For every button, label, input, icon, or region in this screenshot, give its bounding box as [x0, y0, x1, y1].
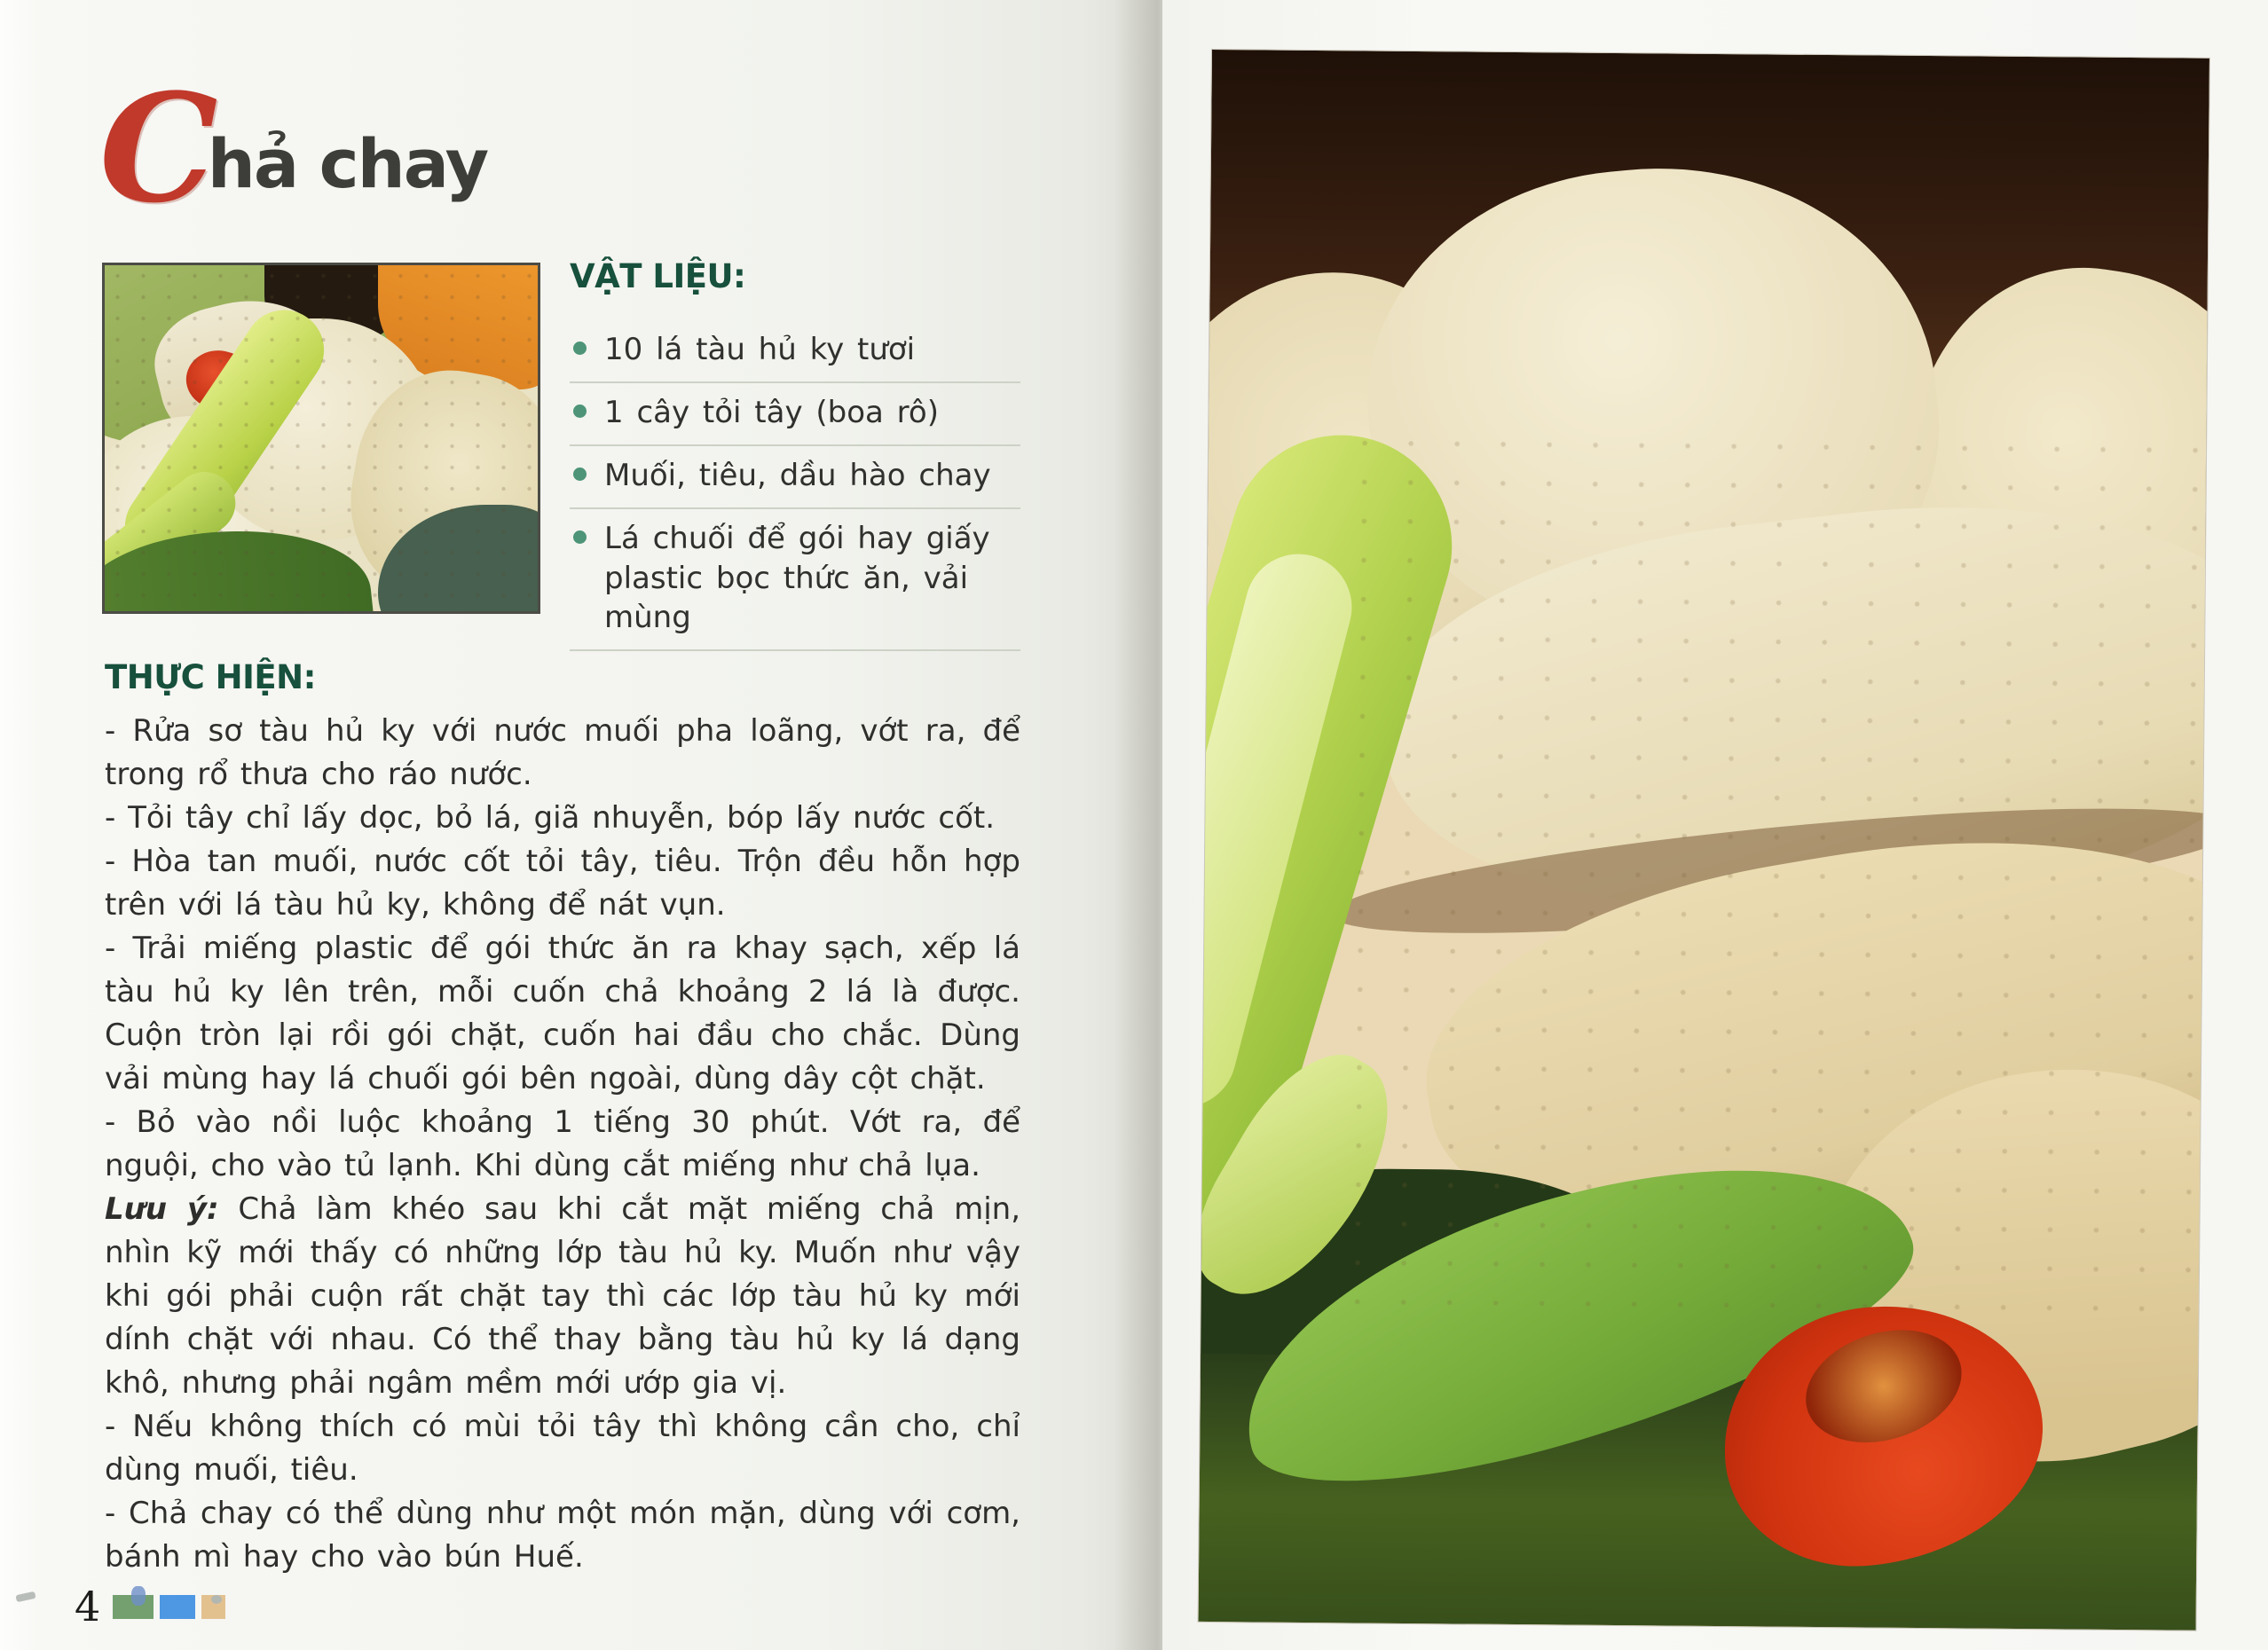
instruction-step: - Trải miếng plastic để gói thức ăn ra khay sạch, xếp lá tàu hủ ky lên trên, mỗi cuốn chả khoảng 2 lá là được. Cuộn tròn lại rồi gói chặt, cuốn hai đầu cho chắc. Dùng vải mùng hay lá chuối gói bên ngoài, dùng dây cột chặt. [105, 931, 1020, 1096]
instruction-step: - Bỏ vào nồi luộc khoảng 1 tiếng 30 phút. Vớt ra, để nguội, cho vào tủ lạnh. Khi dùng cắt miếng như chả lụa. [105, 1104, 1020, 1183]
bullet-dot-icon [573, 405, 587, 418]
ingredient-item [570, 509, 1020, 652]
ingredient-text: Muối, tiêu, dầu hào chay [604, 457, 991, 493]
ingredient-text: 10 lá tàu hủ ky tươi [604, 332, 916, 367]
scan-artifact [131, 1586, 146, 1606]
instruction-step: - Nếu không thích có mùi tỏi tây thì không cần cho, chỉ dùng muối, tiêu. [105, 1409, 1020, 1488]
dish-full-page-photo [1199, 50, 2209, 1630]
thumb-pepper-speckles [105, 265, 538, 611]
note-text: Chả làm khéo sau khi cắt mặt miếng chả mịn, nhìn kỹ mới thấy có những lớp tàu hủ ky. Muốn như vậy khi gói phải cuộn rất chặt tay thì các lớp tàu hủ ky mới dính chặt với nhau. Có thể thay bằng tàu hủ ky lá dạng khô, nhưng phải ngâm mềm mới ướp gia vị. [105, 1191, 1021, 1401]
instruction-note [105, 1188, 1020, 1405]
bullet-dot-icon [573, 530, 587, 544]
title-drop-cap: C [99, 60, 218, 236]
recipe-title [99, 60, 488, 236]
bullet-dot-icon [573, 342, 587, 355]
instruction-step: - Hòa tan muối, nước cốt tỏi tây, tiêu. Trộn đều hỗn hợp trên với lá tàu hủ ky, không để nát vụn. [105, 844, 1020, 923]
footer-color-chip-blue [160, 1595, 195, 1619]
title-text: hả chay [207, 124, 488, 203]
ingredient-item [570, 383, 1020, 446]
page-number: 4 [75, 1583, 101, 1630]
note-label: Lưu ý: [105, 1191, 219, 1227]
ingredient-item [570, 446, 1020, 509]
instruction-step: - Tỏi tây chỉ lấy dọc, bỏ lá, giã nhuyễn, bóp lấy nước cốt. [105, 800, 996, 836]
ingredient-text: 1 cây tỏi tây (boa rô) [604, 394, 939, 430]
ingredient-text: Lá chuối để gói hay giấy plastic bọc thức ăn, vải mùng [604, 520, 990, 636]
instructions-heading: THỰC HIỆN: [105, 658, 316, 696]
instructions-body [105, 710, 1020, 1579]
ingredients-list [570, 320, 1020, 651]
ingredients-section [570, 257, 1020, 651]
instruction-step: - Chả chay có thể dùng như một món mặn, dùng với cơm, bánh mì hay cho vào bún Huế. [105, 1496, 1020, 1575]
dish-thumbnail-photo [102, 263, 540, 614]
photo-pepper-speckles [1335, 423, 2209, 1318]
ingredients-heading: VẬT LIỆU: [570, 257, 746, 295]
scan-edge-highlight [0, 0, 41, 1650]
instruction-step: - Rửa sơ tàu hủ ky với nước muối pha loãng, vớt ra, để trong rổ thưa cho ráo nước. [105, 713, 1020, 792]
page-footer [75, 1583, 232, 1630]
bullet-dot-icon [573, 468, 587, 481]
ingredient-item [570, 320, 1020, 383]
scan-artifact [211, 1595, 222, 1604]
